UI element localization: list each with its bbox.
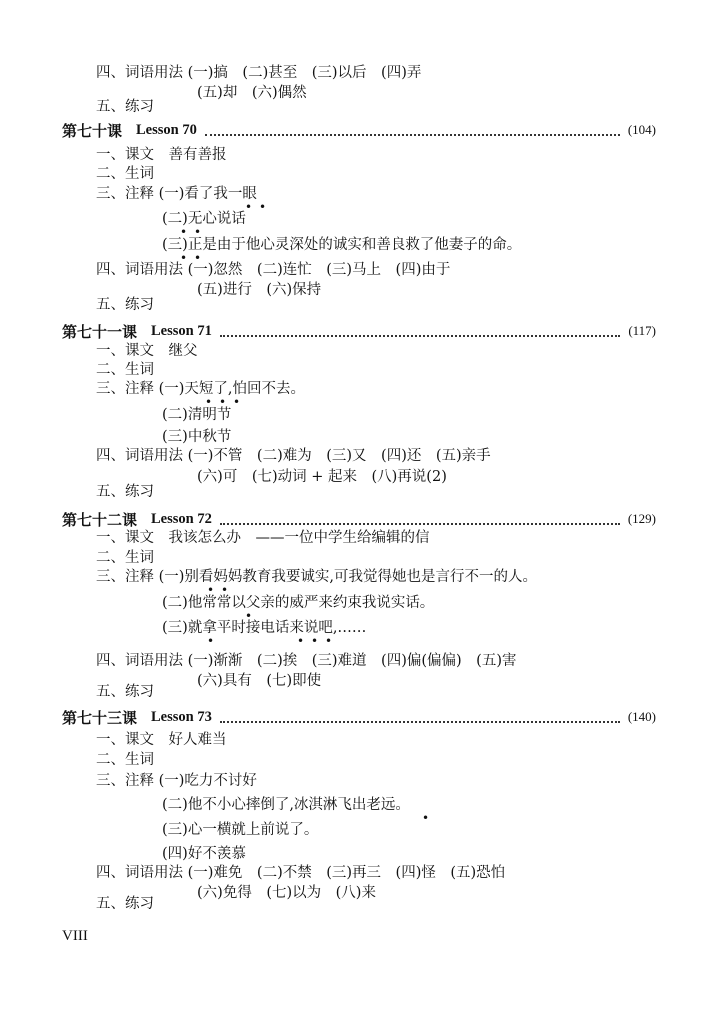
l73-note-4: (四)好不羡慕 — [162, 846, 246, 862]
emphasis-dot: • — [207, 583, 215, 597]
l70-exercise: 五、练习 — [96, 297, 154, 313]
l73-note-2: (二)他不小心摔倒了,冰淇淋飞出老远。 — [162, 797, 410, 813]
emphasis-dot: • — [245, 200, 253, 214]
l72-note-3: (三)就拿平时接电话来说吧,…… — [162, 620, 367, 636]
l71-vocab: 二、生词 — [96, 362, 154, 378]
l73-usage: 四、词语用法 (一)难免 (二)不禁 (三)再三 (四)怪 (五)恐怕 — [96, 865, 506, 881]
l72-usage-cont: (六)具有 (七)即使 — [197, 673, 322, 689]
leader-dots — [220, 514, 620, 525]
emphasis-dot: • — [422, 811, 430, 825]
l73-usage-cont: (六)免得 (七)以为 (八)来 — [197, 885, 376, 901]
emphasis-dot: • — [221, 583, 229, 597]
leader-dots — [220, 712, 620, 723]
lesson-73-page: (140) — [627, 709, 656, 724]
l70-note-3: (三)正是由于他心灵深处的诚实和善良救了他妻子的命。 — [162, 237, 522, 253]
l71-exercise: 五、练习 — [96, 484, 154, 500]
l72-exercise: 五、练习 — [96, 684, 154, 700]
l72-notes: 三、注释 (一)别看妈妈教育我要诚实,可我觉得她也是言行不一的人。 — [96, 569, 538, 585]
l70-usage: 四、词语用法 (一)忽然 (二)连忙 (三)马上 (四)由于 — [96, 262, 451, 278]
l72-vocab: 二、生词 — [96, 550, 154, 566]
leader-dots — [205, 125, 620, 136]
l71-note-2: (二)清明节 — [162, 407, 232, 423]
lesson-73-title: 第七十三课 — [62, 708, 138, 727]
emphasis-dot: • — [194, 251, 202, 265]
emphasis-dot: • — [207, 634, 215, 648]
lesson-71-page: (117) — [628, 323, 656, 338]
l69-usage-cont: (五)却 (六)偶然 — [197, 85, 307, 101]
emphasis-dot: • — [311, 634, 319, 648]
l73-note-3: (三)心一横就上前说了。 — [162, 822, 319, 838]
l70-note-2: (二)无心说话 — [162, 211, 246, 227]
lesson-72-english: Lesson 72 — [151, 510, 212, 527]
emphasis-dot: • — [180, 225, 188, 239]
emphasis-dot: • — [259, 200, 267, 214]
l70-usage-cont: (五)进行 (六)保持 — [197, 282, 322, 298]
l71-text: 一、课文 继父 — [96, 343, 198, 359]
lesson-73-english: Lesson 73 — [151, 708, 212, 725]
l70-notes: 三、注释 (一)看了我一眼 — [96, 186, 257, 202]
lesson-71-heading[interactable] — [62, 321, 656, 341]
lesson-71-english: Lesson 71 — [151, 322, 212, 339]
lesson-70-english: Lesson 70 — [136, 121, 197, 138]
l71-notes: 三、注释 (一)天短了,怕回不去。 — [96, 381, 306, 397]
l73-exercise: 五、练习 — [96, 896, 154, 912]
lesson-73-heading[interactable] — [62, 707, 656, 727]
lesson-72-title: 第七十二课 — [62, 510, 138, 529]
lesson-70-heading[interactable] — [62, 120, 656, 140]
page-number: VIII — [62, 928, 88, 944]
emphasis-dot: • — [233, 395, 241, 409]
l69-usage: 四、词语用法 (一)搞 (二)甚至 (三)以后 (四)弄 — [96, 65, 422, 81]
lesson-70-page: (104) — [627, 122, 656, 137]
emphasis-dot: • — [219, 395, 227, 409]
emphasis-dot: • — [325, 634, 333, 648]
emphasis-dot: • — [205, 395, 213, 409]
emphasis-dot: • — [297, 634, 305, 648]
leader-dots — [220, 326, 620, 337]
emphasis-dot: • — [194, 225, 202, 239]
lesson-71-title: 第七十一课 — [62, 322, 138, 341]
l72-text: 一、课文 我该怎么办 ——一位中学生给编辑的信 — [96, 530, 430, 546]
l69-exercise: 五、练习 — [96, 99, 154, 115]
l72-note-2: (二)他常常以父亲的威严来约束我说实话。 — [162, 595, 435, 611]
l73-notes: 三、注释 (一)吃力不讨好 — [96, 773, 257, 789]
l70-vocab: 二、生词 — [96, 166, 154, 182]
l72-usage: 四、词语用法 (一)渐渐 (二)挨 (三)难道 (四)偏(偏偏) (五)害 — [96, 653, 517, 669]
l71-usage: 四、词语用法 (一)不管 (二)难为 (三)又 (四)还 (五)亲手 — [96, 448, 491, 464]
emphasis-dot: • — [245, 609, 253, 623]
emphasis-dot: • — [180, 251, 188, 265]
l73-text: 一、课文 好人难当 — [96, 732, 227, 748]
l70-text: 一、课文 善有善报 — [96, 147, 227, 163]
l73-vocab: 二、生词 — [96, 752, 154, 768]
l71-note-3: (三)中秋节 — [162, 429, 232, 445]
l71-usage-cont: (六)可 (七)动词 + 起来 (八)再说(2) — [197, 469, 447, 485]
lesson-70-title: 第七十课 — [62, 121, 123, 140]
lesson-72-heading[interactable] — [62, 509, 656, 529]
lesson-72-page: (129) — [627, 511, 656, 526]
